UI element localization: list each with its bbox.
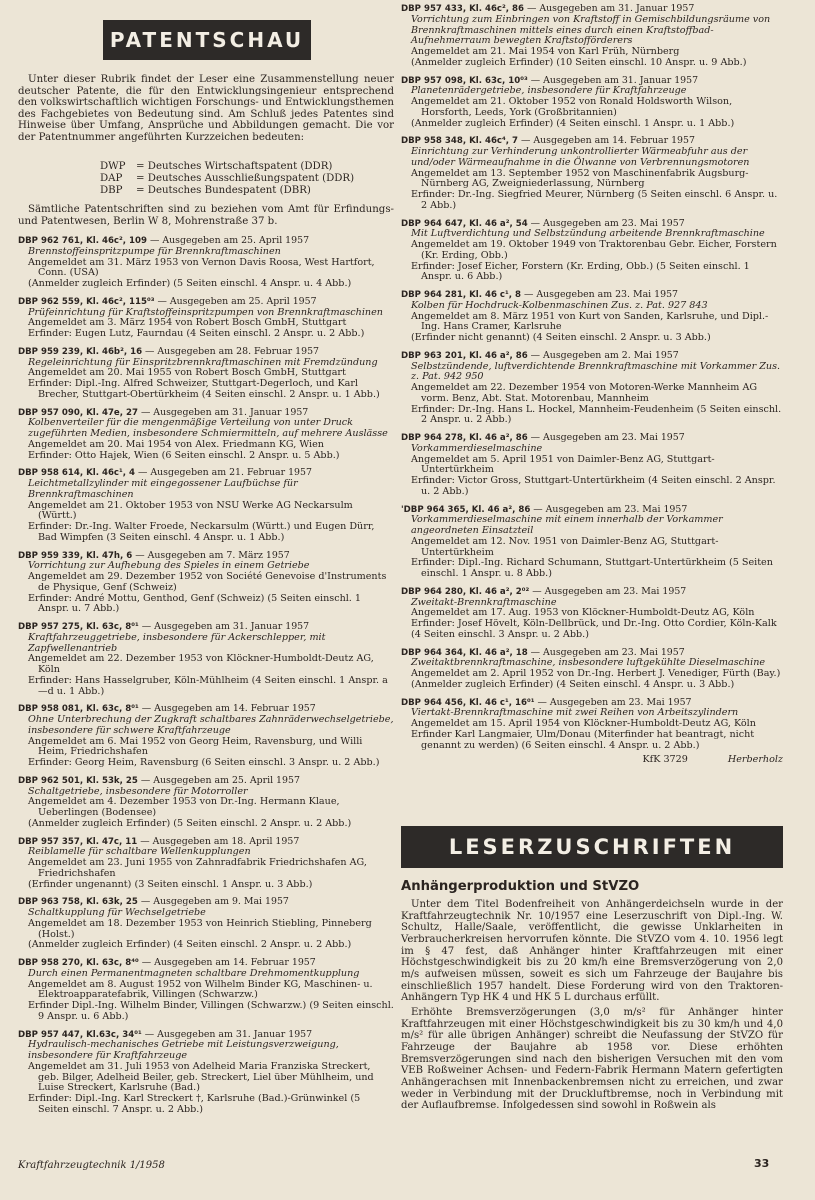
patent-title: Schaltkupplung für Wechselgetriebe (28, 907, 206, 918)
abbreviation-code: DWP (100, 161, 126, 172)
patent-header (401, 587, 783, 598)
patent-detail-line: Angemeldet am 21. Oktober 1953 von NSU Werke AG Neckarsulm (Württ.) (28, 499, 353, 522)
patent-entry (401, 4, 783, 69)
patent-detail-line: Angemeldet am 20. Mai 1955 von Robert Bosch GmbH, Stuttgart (28, 367, 346, 379)
patent-entry (18, 551, 394, 616)
article-body (401, 899, 783, 1115)
abbreviation-list (100, 161, 380, 197)
patent-issue-date: — Ausgegeben am 23. Mai 1957 (527, 646, 685, 658)
signoff (401, 755, 783, 766)
abbreviation-meaning: = Deutsches Ausschließungspatent (DDR) (136, 173, 355, 184)
patent-header (401, 351, 783, 362)
patent-detail-line: Erfinder Karl Langmaier, Ulm/Donau (Miterfinder hat beantragt, nicht genannt zu werden) (6 Seiten einschl. 4 Anspr. u. 2 Abb.) (411, 728, 755, 751)
patent-entry (18, 837, 394, 891)
patent-detail-line: Angemeldet am 17. Aug. 1953 von Klöckner-Humboldt-Deutz AG, Köln (411, 607, 755, 619)
patent-title: Einrichtung zur Verhinderung unkontrollierter Wärmeabfuhr aus der und/oder Wärmeaufnahme in die Ölwanne von Verbrennungsmotoren (411, 146, 750, 168)
patent-detail-line: Erfinder: Otto Hajek, Wien (6 Seiten einschl. 2 Anspr. u. 5 Abb.) (28, 449, 340, 461)
patent-detail-line: Angemeldet am 6. Mai 1952 von Georg Heim, Ravensburg, und Willi Heim, Friedrichshafen (28, 735, 363, 758)
patent-detail-line: Angemeldet am 8. März 1951 von Kurt von Sanden, Karlsruhe, und Dipl.-Ing. Hans Cramer, Karlsruhe (411, 310, 769, 333)
abbreviation-row (100, 185, 380, 197)
patent-number: DBP 957 275, Kl. 63c, 8⁰¹ (18, 622, 139, 632)
patent-entry (401, 433, 783, 498)
patent-title: Brennstoffeinspritzpumpe für Brennkraftmaschinen (28, 245, 281, 257)
patent-detail-line: Angemeldet am 21. Mai 1954 von Karl Früh, Nürnberg (411, 46, 680, 57)
patent-number: DBP 964 281, Kl. 46 c¹, 8 (401, 290, 522, 300)
abbreviation-row (100, 161, 380, 173)
patent-number: 'DBP 964 365, Kl. 46 a², 86 (401, 504, 531, 515)
patent-issue-date: — Ausgegeben am 25. April 1957 (154, 295, 317, 307)
patent-entry (401, 76, 783, 130)
section-banner-patentschau: PATENTSCHAU (103, 20, 311, 60)
patent-number: DBP 959 339, Kl. 47h, 6 (18, 550, 133, 561)
patent-header (18, 776, 394, 787)
patent-detail-line: Erfinder: Hans Hasselgruber, Köln-Mühlheim (4 Seiten einschl. 1 Anspr. a—d u. 1 Abb.) (28, 674, 388, 697)
patent-detail-line: Erfinder: Dipl.-Ing. Alfred Schweizer, Stuttgart-Degerloch, und Karl Brecher, Stuttgart-Obertürkheim (4 Seiten einschl. 2 Anspr. u. 1 Abb.) (28, 378, 380, 400)
patent-issue-date: — Ausgegeben am 25. April 1957 (137, 774, 300, 786)
article-paragraph: Unter dem Titel Bodenfreiheit von Anhängerdeichseln wurde in der Kraftfahrzeugtechnik Nr. 10/1957 eine Leserzuschrift von Dipl.-Ing. W. Schultz, Halle/Saale, veröffentlicht, die gewisse Unklarheiten in Verbraucherkreisen hervorrufen könnte. Die StVZO vom 4. 10. 1956 legt im § 47 fest, daß Anhänger hinter Kraftfahrzeugen mit einer Höchstgeschwindigkeit bis zu 20 km/h eine Bremsverzögerung von 2,0 m/s aufweisen müssen, soweit es sich um Fahrzeuge der Baujahre bis einschließlich 1957 handelt. Diese Forderung wird von den Traktoren-Anhängern Typ HK 4 und HK 5 L durchaus erfüllt. (401, 899, 783, 1004)
patent-entry (18, 1030, 394, 1116)
patent-title: Kolben für Hochdruck-Kolbenmaschinen Zus. z. Pat. 927 843 (411, 299, 708, 311)
patent-detail-line: Angemeldet am 13. September 1952 von Maschinenfabrik Augsburg-Nürnberg AG, Zweigniederlassung, Nürnberg (411, 167, 749, 190)
patent-detail-line: Erfinder: Josef Hövelt, Köln-Dellbrück, und Dr.-Ing. Otto Cordier, Köln-Kalk (411, 618, 777, 629)
patent-detail-line: Angemeldet am 12. Nov. 1951 von Daimler-Benz AG, Stuttgart-Untertürkheim (411, 535, 719, 558)
patent-entry (401, 698, 783, 752)
patent-entry (401, 219, 783, 284)
patent-title: Zweitakt-Brennkraftmaschine (411, 596, 557, 608)
patent-detail-line: Angemeldet am 19. Oktober 1949 von Traktorenbau Gebr. Eicher, Forstern (Kr. Erding, Obb.) (411, 239, 777, 261)
patent-title: Durch einen Permanentmagneten schaltbare Drehmomentkupplung (28, 967, 360, 979)
patent-number: DBP 964 647, Kl. 46 a², 54 (401, 218, 528, 229)
patent-detail-line: (Erfinder ungenannt) (3 Seiten einschl. 1 Anspr. u. 3 Abb.) (28, 878, 313, 890)
patent-detail-line: Angemeldet am 20. Mai 1954 von Alex. Friedmann KG, Wien (28, 438, 324, 450)
patent-title: Kraftfahrzeuggetriebe, insbesondere für Ackerschlepper, mit Zapfwellenantrieb (28, 631, 326, 654)
patent-detail-line: (Anmelder zugleich Erfinder) (4 Seiten einschl. 1 Anspr. u. 1 Abb.) (411, 117, 735, 129)
patent-title: Hydraulisch-mechanisches Getriebe mit Leistungsverzweigung, insbesondere für Kraftfahrzeuge (28, 1039, 339, 1061)
patent-entry (18, 236, 394, 290)
patent-number: DBP 958 348, Kl. 46c⁴, 7 (401, 136, 519, 147)
patent-issue-date: — Ausgegeben am 23. Mai 1957 (529, 585, 687, 597)
patent-title: Ohne Unterbrechung der Zugkraft schaltbares Zahnräderwechselgetriebe, insbesondere für schwere Kraftfahrzeuge (28, 714, 394, 736)
patent-detail-line: Erfinder: Dr.-Ing. Walter Froede, Neckarsulm (Württ.) und Eugen Dürr, Bad Wimpfen (3 Seiten einschl. 4 Anspr. u. 1 Abb.) (28, 521, 375, 543)
patent-detail-line: Angemeldet am 22. Dezember 1953 von Klöckner-Humboldt-Deutz AG, Köln (28, 653, 374, 675)
patent-title: Vorrichtung zum Einbringen von Kraftstoff in Gemischbildungsräume von Brennkraftmaschinen mittels eines durch einen Kraftstoffbad-Aufnehmerraum bewegten Kraftstofförderers (411, 13, 771, 47)
patent-list-left (18, 236, 394, 1123)
patent-title: Vorrichtung zur Aufhebung des Spieles in einem Getriebe (28, 560, 310, 572)
patent-entry (18, 776, 394, 830)
patent-detail-line: Erfinder: Dr.-Ing. Hans L. Hockel, Mannheim-Feudenheim (5 Seiten einschl. 2 Anspr. u. 2 Abb.) (411, 403, 782, 426)
patent-detail-line: Erfinder Dipl.-Ing. Wilhelm Binder, Villingen (Schwarzw.) (9 Seiten einschl. 9 Anspr. u. 6 Abb.) (28, 1000, 394, 1022)
patent-detail-line: (Anmelder zugleich Erfinder) (5 Seiten einschl. 2 Anspr. u. 2 Abb.) (28, 817, 352, 829)
abbreviation-code: DBP (100, 185, 123, 196)
patent-number: DBP 962 559, Kl. 46c², 115⁰³ (18, 296, 155, 307)
patent-number: DBP 964 364, Kl. 46 a², 18 (401, 647, 528, 658)
patent-title: Regeleinrichtung für Einspritzbrennkraftmaschinen mit Fremdzündung (28, 356, 378, 368)
patent-detail-line: (Anmelder zugleich Erfinder) (5 Seiten einschl. 4 Anspr. u. 4 Abb.) (28, 278, 352, 289)
patent-entry (18, 622, 394, 697)
abbreviation-code: DAP (100, 173, 123, 184)
patent-issue-date: — Ausgegeben am 14. Februar 1957 (138, 703, 316, 715)
patent-number: DBP 964 280, Kl. 46 a², 2⁰² (401, 586, 530, 597)
patent-issue-date: — Ausgegeben am 2. Mai 1957 (527, 349, 679, 361)
patent-entry (18, 347, 394, 401)
patent-number: DBP 958 081, Kl. 63c, 8⁰¹ (18, 704, 139, 715)
patent-entry (401, 351, 783, 426)
patent-detail-line: Erfinder: Victor Gross, Stuttgart-Untertürkheim (4 Seiten einschl. 2 Anspr. u. 2 Abb.) (411, 475, 776, 497)
patent-entry (401, 505, 783, 580)
patent-title: Kolbenverteiler für die mengenmäßige Verteilung von unter Druck zugeführten Medien, insbesondere Schmiermitteln, auf mehrere Auslässe (28, 417, 388, 439)
patent-entry (18, 958, 394, 1023)
patent-number: DBP 962 501, Kl. 53k, 25 (18, 775, 138, 786)
patent-issue-date: — Ausgegeben am 14. Februar 1957 (518, 135, 695, 147)
abbreviation-meaning: = Deutsches Bundespatent (DBR) (136, 185, 311, 196)
patent-detail-line: Angemeldet am 3. März 1954 von Robert Bosch GmbH, Stuttgart (28, 317, 347, 329)
patent-entry (401, 587, 783, 641)
patent-detail-line: Angemeldet am 18. Dezember 1953 von Heinrich Stiebling, Pinneberg (Holst.) (28, 917, 372, 940)
patent-title: Prüfeinrichtung für Kraftstoffeinspritzpumpen von Brennkraftmaschinen (28, 306, 383, 318)
patent-detail-line: Angemeldet am 4. Dezember 1953 von Dr.-Ing. Hermann Klaue, Ueberlingen (Bodensee) (28, 796, 340, 818)
patent-entry (401, 290, 783, 344)
patent-detail-line: Angemeldet am 31. März 1953 von Vernon Davis Roosa, West Hartfort, Conn. (USA) (28, 256, 375, 279)
patent-detail-line: Angemeldet am 23. Juni 1955 von Zahnradfabrik Friedrichshafen AG, Friedrichshafen (28, 857, 367, 879)
patent-issue-date: — Ausgegeben am 23. Mai 1957 (530, 503, 688, 515)
patent-title: Reiblamelle für schaltbare Wellenkupplungen (28, 846, 251, 858)
patent-entry (401, 136, 783, 211)
patent-entry (401, 648, 783, 691)
patent-detail-line: Angemeldet am 29. Dezember 1952 von Société Genevoise d'Instruments de Physique, Genf (Schweiz) (28, 571, 387, 593)
patent-issue-date: — Ausgegeben am 31. Januar 1957 (527, 74, 699, 86)
patent-detail-line: (Anmelder zugleich Erfinder) (4 Seiten einschl. 2 Anspr. u. 2 Abb.) (28, 939, 352, 951)
patent-issue-date: — Ausgegeben am 23. Mai 1957 (527, 217, 685, 229)
abbreviation-meaning: = Deutsches Wirtschaftspatent (DDR) (136, 161, 333, 172)
patent-detail-line: Erfinder: Georg Heim, Ravensburg (6 Seiten einschl. 3 Anspr. u. 2 Abb.) (28, 757, 380, 768)
patent-issue-date: — Ausgegeben am 31. Januar 1957 (524, 3, 695, 14)
patent-detail-line: (4 Seiten einschl. 3 Anspr. u. 2 Abb.) (411, 628, 589, 640)
patent-header (18, 347, 394, 358)
intro-paragraph: Unter dieser Rubrik findet der Leser eine Zusammenstellung neuer deutscher Patente, die für den Entwicklungsingenieur entsprechend den volkswirtschaftlich wichtigen Forschungs- und Entwicklungsthemen des Fachgebietes von Bedeutung sind. Am Schluß jedes Patentes sind Hinweise über Umfang, Ansprüche und Abbildungen gemacht. Die vor der Patentnummer angeführten Kurzzeichen bedeuten: (18, 74, 394, 143)
patent-detail-line: Erfinder: André Mottu, Genthod, Genf (Schweiz) (5 Seiten einschl. 1 Anspr. u. 7 Abb.) (28, 592, 362, 615)
patent-entry (18, 704, 394, 769)
patent-number: DBP 964 456, Kl. 46 c¹, 16⁰¹ (401, 697, 535, 708)
patent-title: Mit Luftverdichtung und Selbstzündung arbeitende Brennkraftmaschine (411, 228, 765, 240)
patent-list-right (401, 4, 783, 766)
patent-number: DBP 957 357, Kl. 47c, 11 (18, 836, 138, 847)
patent-detail-line: (Erfinder nicht genannt) (4 Seiten einschl. 2 Anspr. u. 3 Abb.) (411, 332, 711, 343)
patent-header (18, 297, 394, 308)
patent-number: DBP 963 758, Kl. 63k, 25 (18, 897, 138, 908)
patent-detail-line: Angemeldet am 15. April 1954 von Klöckner-Humboldt-Deutz AG, Köln (411, 718, 756, 729)
patent-number: DBP 957 090, Kl. 47e, 27 (18, 407, 138, 418)
patent-detail-line: Angemeldet am 8. August 1952 von Wilhelm Binder KG, Maschinen- u. Elektroapparatefabrik, Villingen (Schwarzw.) (28, 978, 373, 1001)
patent-issue-date: — Ausgegeben am 23. Mai 1957 (534, 696, 692, 708)
article-title: Anhängerproduktion und StVZO (401, 879, 640, 894)
footer-page-number: 33 (754, 1157, 770, 1170)
patent-number: DBP 957 433, Kl. 46c², 86 (401, 4, 524, 14)
patent-issue-date: — Ausgegeben am 9. Mai 1957 (137, 896, 289, 908)
patent-issue-date: — Ausgegeben am 18. April 1957 (137, 835, 300, 847)
patent-detail-line: Angemeldet am 21. Oktober 1952 von Ronald Holdsworth Wilson, Horsforth, Leeds, York (Großbritannien) (411, 96, 733, 118)
patent-number: DBP 958 614, Kl. 46c¹, 4 (18, 468, 136, 479)
patent-issue-date: — Ausgegeben am 31. Januar 1957 (137, 406, 309, 418)
patent-number: DBP 957 098, Kl. 63c, 10⁰³ (401, 75, 528, 86)
patent-title: Vorkammerdieselmaschine (411, 442, 543, 454)
patent-detail-line: Erfinder: Dipl.-Ing. Karl Streckert †, Karlsruhe (Bad.)-Grünwinkel (5 Seiten einschl. 7 Anspr. u. 2 Abb.) (28, 1093, 361, 1115)
patent-detail-line: Angemeldet am 5. April 1951 von Daimler-Benz AG, Stuttgart-Untertürkheim (411, 453, 715, 476)
patent-title: Schaltgetriebe, insbesondere für Motorroller (28, 785, 248, 797)
patent-number: DBP 962 761, Kl. 46c², 109 (18, 236, 147, 246)
patent-number: DBP 964 278, Kl. 46 a², 86 (401, 433, 528, 443)
patent-entry (18, 897, 394, 951)
patent-issue-date: — Ausgegeben am 7. März 1957 (132, 549, 290, 561)
section-banner-leserzuschriften: LESERZUSCHRIFTEN (401, 826, 783, 868)
patent-issue-date: — Ausgegeben am 31. Januar 1957 (141, 1028, 313, 1040)
patent-issue-date: — Ausgegeben am 25. April 1957 (146, 235, 310, 246)
patent-issue-date: — Ausgegeben am 21. Februar 1957 (135, 467, 312, 479)
patent-entry (18, 408, 394, 462)
info-paragraph: Sämtliche Patentschriften sind zu beziehen vom Amt für Erfindungs- und Patentwesen, Berlin W 8, Mohrenstraße 37 b. (18, 204, 394, 227)
abbreviation-row (100, 173, 380, 185)
patent-detail-line: Angemeldet am 2. April 1952 von Dr.-Ing. Herbert J. Venediger, Fürth (Bay.) (411, 668, 781, 679)
patent-detail-line: Angemeldet am 31. Juli 1953 von Adelheid Maria Franziska Streckert, geb. Bilger, Adelheid Beiler, geb. Streckert, Liel über Mühlheim, und Luise Streckert, Karlsruhe (Bad.) (28, 1060, 374, 1094)
patent-detail-line: (Anmelder zugleich Erfinder) (4 Seiten einschl. 4 Anspr. u. 3 Abb.) (411, 678, 735, 690)
patent-issue-date: — Ausgegeben am 23. Mai 1957 (521, 289, 679, 300)
patent-number: DBP 958 270, Kl. 63c, 8⁴⁰ (18, 958, 139, 968)
patent-detail-line: Erfinder: Dipl.-Ing. Richard Schumann, Stuttgart-Untertürkheim (5 Seiten einschl. 1 Anspr. u. 8 Abb.) (411, 557, 773, 579)
signoff-code: KfK 3729 (642, 754, 688, 766)
patent-issue-date: — Ausgegeben am 28. Februar 1957 (142, 345, 320, 357)
signoff-author: Herberholz (727, 754, 783, 766)
patent-issue-date: — Ausgegeben am 14. Februar 1957 (138, 957, 316, 968)
patent-number: DBP 957 447, Kl.63c, 34⁰¹ (18, 1029, 142, 1040)
patent-title: Leichtmetallzylinder mit eingegossener Laufbüchse für Brennkraftmaschinen (28, 478, 298, 500)
patent-detail-line: (Anmelder zugleich Erfinder) (10 Seiten einschl. 10 Anspr. u. 9 Abb.) (411, 56, 747, 68)
patent-title: Planetenrädergetriebe, insbesondere für Kraftfahrzeuge (411, 85, 687, 97)
patent-number: DBP 959 239, Kl. 46b², 16 (18, 346, 143, 357)
patent-detail-line: Erfinder: Dr.-Ing. Siegfried Meurer, Nürnberg (5 Seiten einschl. 6 Anspr. u. 2 Abb.) (411, 189, 778, 211)
article-paragraph: Erhöhte Bremsverzögerungen (3,0 m/s² für Anhänger hinter Kraftfahrzeugen mit einer Höchstgeschwindigkeit bis zu 30 km/h und 4,0 m/s² für alle übrigen Anhänger) schreibt die Neufassung der StVZO für Fahrzeuge der Baujahre ab 1958 vor. Diese erhöhten Bremsverzögerungen sind nach den bisherigen Versuchen mit den vom VEB Roßweiner Achsen- und Federn-Fabrik Hermann Matern gefertigten Anhängerachsen mit Innenbackenbremsen nicht zu erreichen, und zwar weder in Verbindung mit der Druckluftbremse, noch in Verbindung mit der Auflaufbremse. Infolgedessen sind sowohl in Roßwein als (401, 1006, 783, 1112)
footer-journal: Kraftfahrzeugtechnik 1/1958 (18, 1160, 165, 1171)
patent-title: Selbstzündende, luftverdichtende Brennkraftmaschine mit Vorkammer Zus. z. Pat. 942 950 (411, 360, 781, 383)
patent-issue-date: — Ausgegeben am 23. Mai 1957 (527, 432, 685, 443)
patent-detail-line: Erfinder: Eugen Lutz, Faurndau (4 Seiten einschl. 2 Anspr. u. 2 Abb.) (28, 328, 365, 339)
patent-entry (18, 468, 394, 543)
patent-number: DBP 963 201, Kl. 46 a², 86 (401, 350, 528, 361)
patent-title: Zweitaktbrennkraftmaschine, insbesondere luftgekühlte Dieselmaschine (411, 657, 766, 669)
patent-issue-date: — Ausgegeben am 31. Januar 1957 (138, 621, 310, 632)
patent-title: Viertakt-Brennkraftmaschine mit zwei Reihen von Arbeitszylindern (411, 707, 739, 719)
patent-detail-line: Angemeldet am 22. Dezember 1954 von Motoren-Werke Mannheim AG vorm. Benz, Abt. Stat. Motorenbau, Mannheim (411, 382, 758, 404)
patent-title: Vorkammerdieselmaschine mit einem innerhalb der Vorkammer angeordneten Einsatzteil (411, 514, 723, 536)
patent-entry (18, 297, 394, 340)
patent-detail-line: Erfinder: Josef Eicher, Forstern (Kr. Erding, Obb.) (5 Seiten einschl. 1 Anspr. u. 6 Abb.) (411, 260, 750, 283)
